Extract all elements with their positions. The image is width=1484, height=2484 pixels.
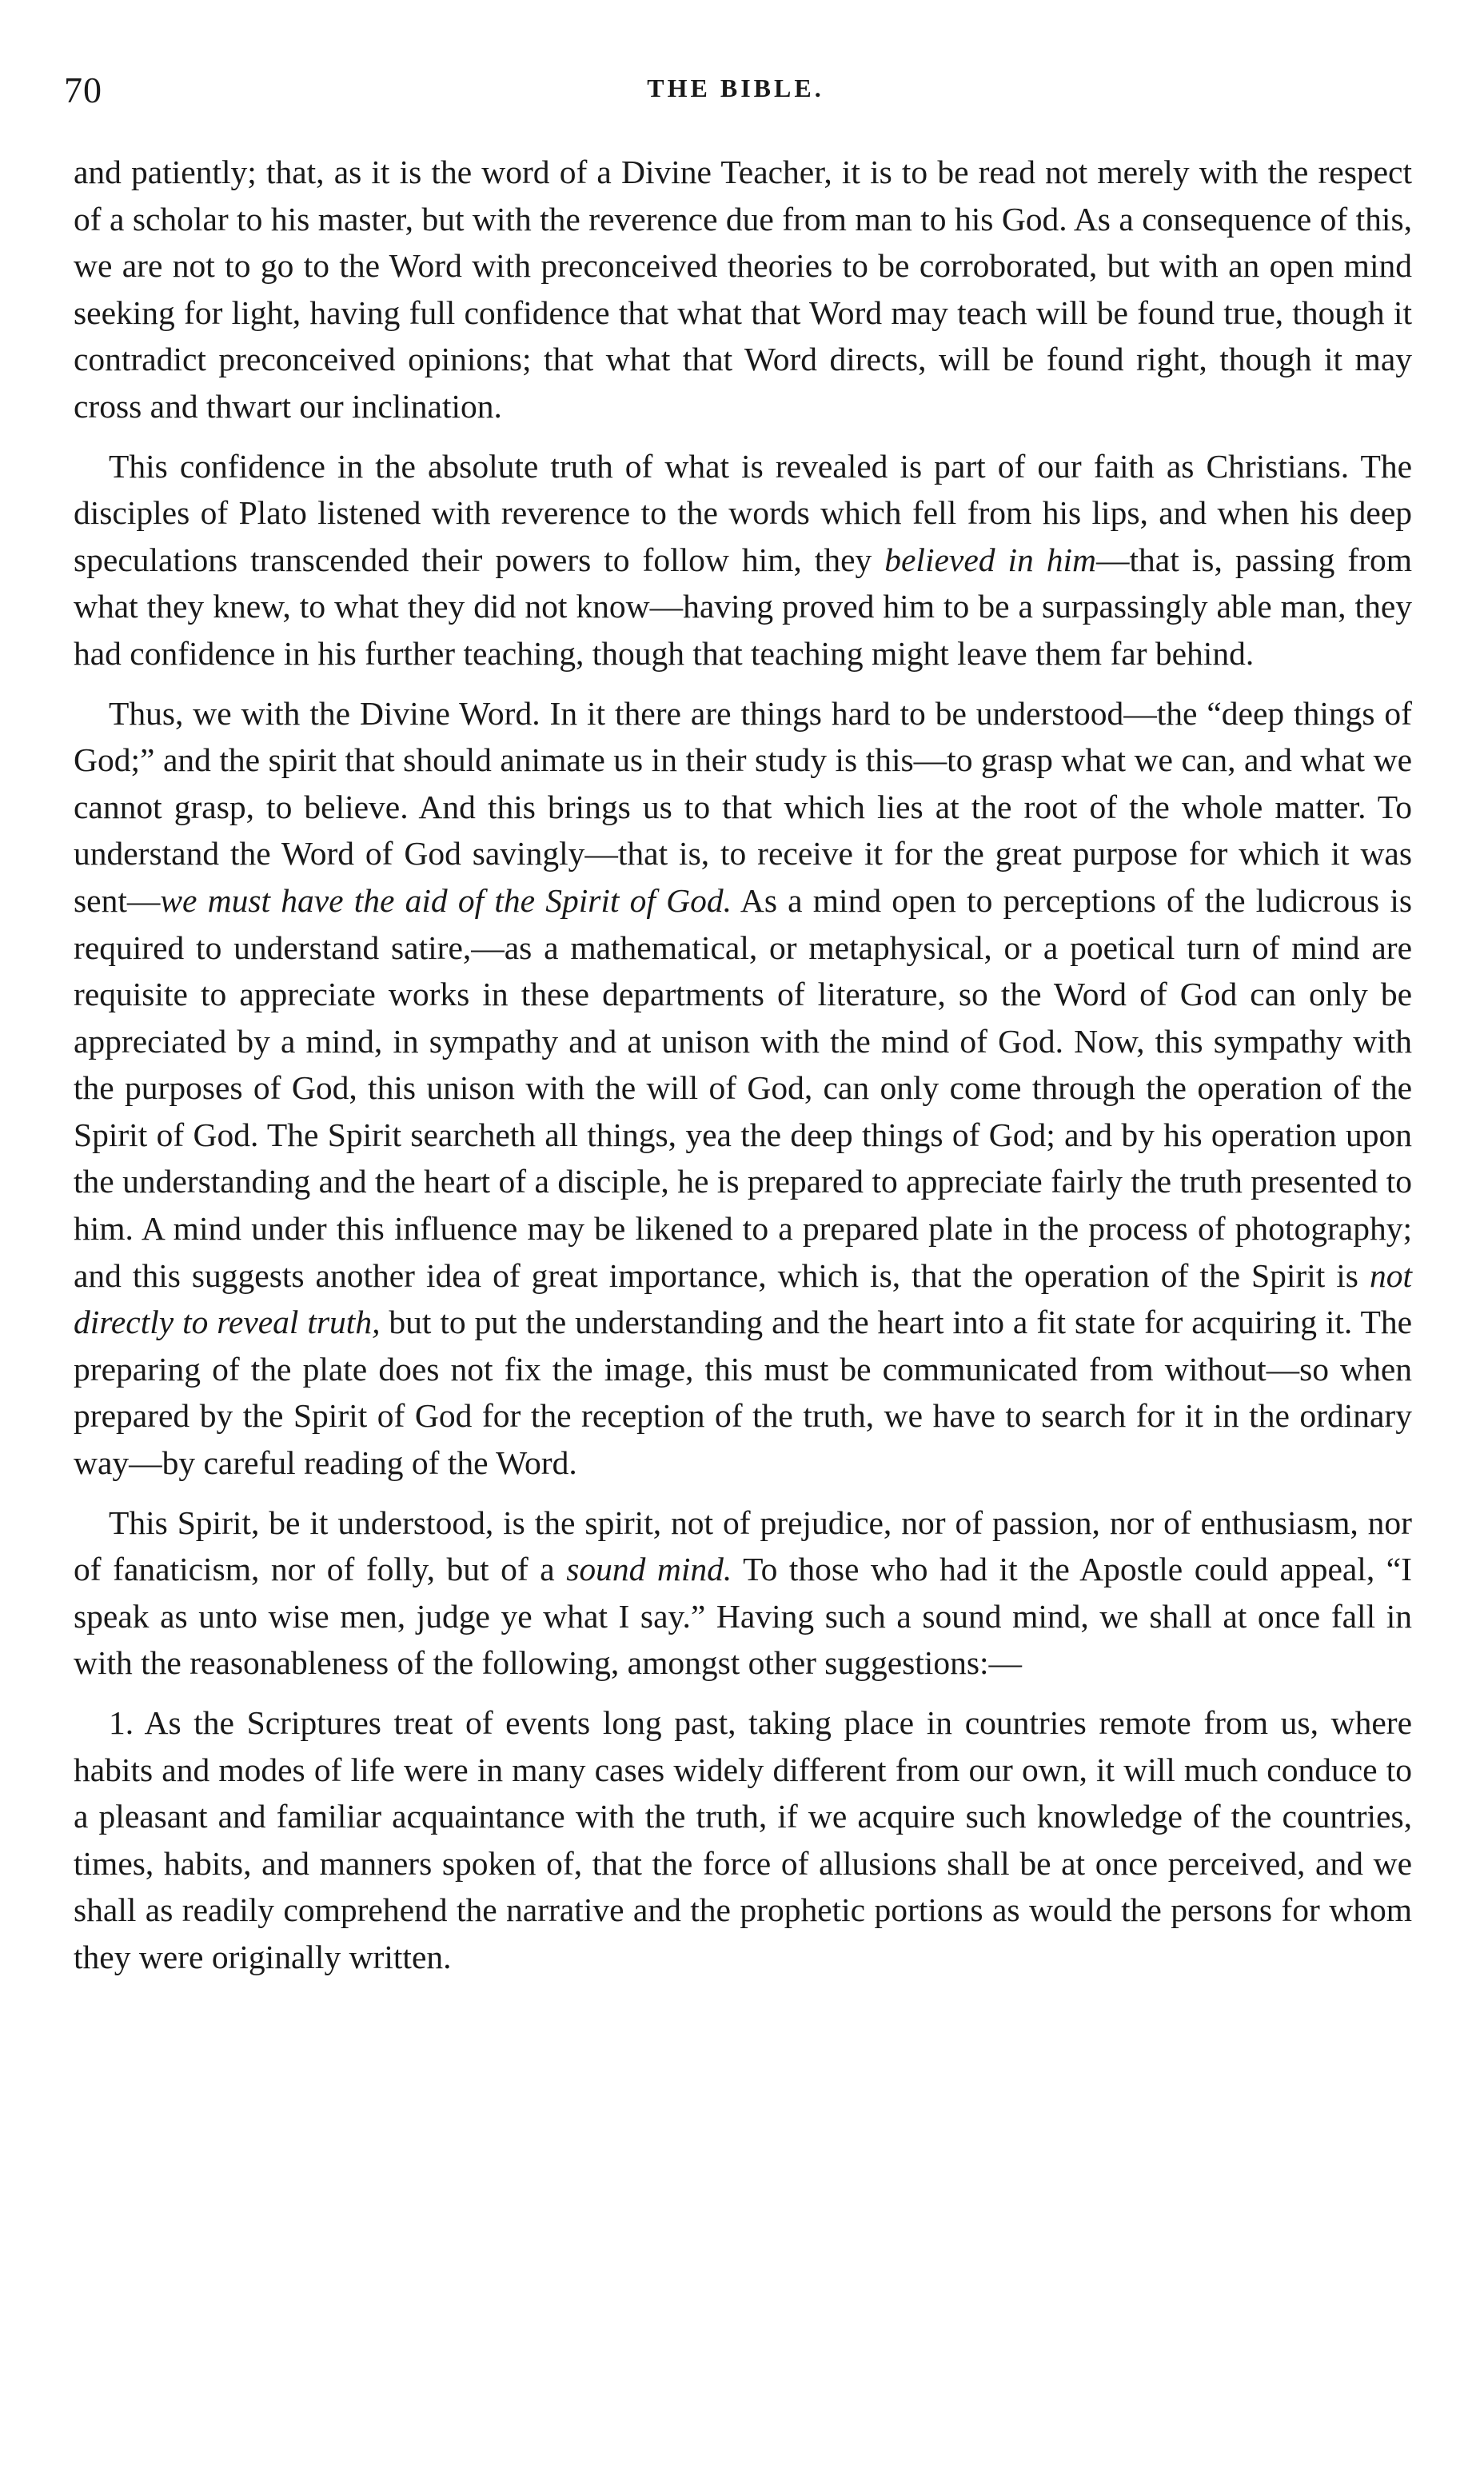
italic-text-run: not directly to reveal truth, bbox=[74, 1256, 1412, 1341]
text-run: and patiently; that, as it is the word of a Divine Teacher, it is to be read not merely with the respect of a scholar to his master, but with the reverence due from man to his God. As a consequence of this, we are not to go to the Word with preconceived theories to be corroborated, but with an open mind seeking for light, having full confidence that what that Word may teach will be found true, though it contradict preconceived opinions; that what that Word directs, will be found right, though it may cross and thwart our inclination. bbox=[74, 154, 1412, 425]
text-run: —that is, passing from what they knew, to what they did not know—having proved him to be a surpassingly able man, they had confidence in his further teaching, though that teaching might leave them far behind. bbox=[74, 541, 1412, 672]
paragraph-4 bbox=[74, 1500, 1412, 1687]
text-run: Thus, we with the Divine Word. In it there are things hard to be understood—the “deep things of God;” and the spirit that should animate us in their study is this—to grasp what we can, and what we cannot grasp, to believe. And this brings us to that which lies at the root of the whole matter. To understand the Word of God savingly—that is, to receive it for the great purpose for which it was sent— bbox=[74, 694, 1412, 919]
page-number: 70 bbox=[64, 70, 102, 110]
italic-text-run: sound mind. bbox=[566, 1551, 732, 1588]
paragraph-5-numbered-suggestion bbox=[74, 1699, 1412, 1981]
text-run: This confidence in the absolute truth of what is revealed is part of our faith as Christians. The disciples of Plato listened with reverence to the words which fell from his lips, and when his deep speculations transcended their powers to follow him, they bbox=[74, 447, 1412, 578]
paragraph-1 bbox=[74, 149, 1412, 430]
text-run: but to put the understanding and the heart into a fit state for acquiring it. The preparing of the plate does not fix the image, this must be communicated from without—so when prepared by the Spirit of God for the reception of the truth, we have to search for it in the ordinary way—by careful reading of the Word. bbox=[74, 1304, 1412, 1482]
text-run: This Spirit, be it understood, is the spirit, not of prejudice, nor of passion, nor of enthusiasm, nor of fanaticism, nor of folly, but of a bbox=[74, 1504, 1412, 1588]
body-text bbox=[74, 149, 1412, 1994]
running-title: THE BIBLE. bbox=[647, 74, 824, 102]
paragraph-2 bbox=[74, 443, 1412, 677]
text-run: To those who had it the Apostle could appeal, “I speak as unto wise men, judge ye what I say.” Having such a sound mind, we shall at once fall in with the reasonableness of the following, amongst other suggestions:— bbox=[74, 1551, 1412, 1682]
page-header bbox=[64, 69, 1407, 125]
italic-text-run: we must have the aid of the Spirit of God. bbox=[160, 881, 732, 919]
paragraph-3 bbox=[74, 690, 1412, 1487]
text-run: 1. As the Scriptures treat of events long past, taking place in countries remote from us, where habits and modes of life were in many cases widely different from our own, it will much conduce to a pleasant and familiar acquaintance with the truth, if we acquire such knowledge of the countries, times, habits, and manners spoken of, that the force of allusions shall be at once perceived, and we shall as readily comprehend the narrative and the prophetic portions as would the persons for whom they were originally written. bbox=[74, 1704, 1412, 1975]
italic-text-run: believed in him bbox=[884, 541, 1097, 578]
text-run: As a mind open to perceptions of the ludicrous is required to understand satire,—as a mathematical, or metaphysical, or a poetical turn of mind are requisite to appreciate works in these departments of literature, so the Word of God can only be appreciated by a mind, in sympathy and at unison with the mind of God. Now, this sympathy with the purposes of God, this unison with the will of God, can only come through the operation of the Spirit of God. The Spirit searcheth all things, yea the deep things of God; and by his operation upon the understanding and the heart of a disciple, he is prepared to appreciate fairly the truth presented to him. A mind under this influence may be likened to a prepared plate in the process of photography; and this suggests another idea of great importance, which is, that the operation of the Spirit is bbox=[74, 881, 1413, 1294]
